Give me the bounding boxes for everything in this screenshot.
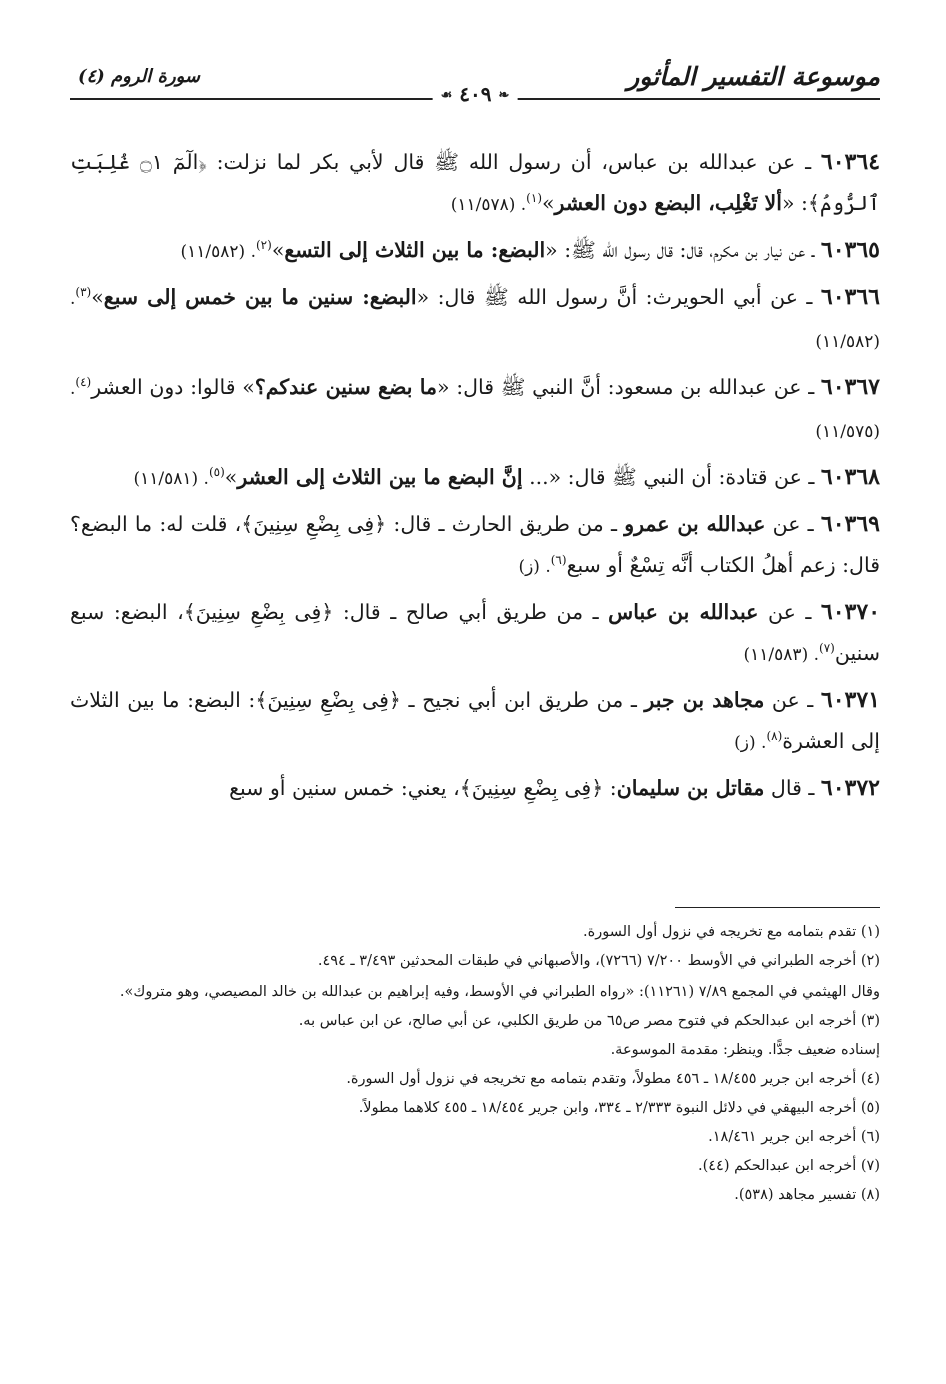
narration-60366 xyxy=(70,277,880,363)
narration-text: ـ عن xyxy=(758,600,821,624)
narration-number: ٦٠٣٦٩ xyxy=(820,511,880,537)
footnote-1: (١) تقدم بتمامه مع تخريجه في نزول أول السورة. xyxy=(583,924,880,940)
narration-text: ، البضع: سبع سنين xyxy=(70,600,880,665)
quran-quote: ﴿فِى بِضْعِ سِنِينَ﴾ xyxy=(183,600,334,624)
narration-60370 xyxy=(70,592,880,676)
footnote-marker: (٤) xyxy=(75,375,92,390)
volume-reference: . (١١/٥٨٣) xyxy=(743,645,820,665)
footnote-marker: (٣) xyxy=(75,285,92,300)
hadith-text: البضع: سنين ما بين خمس إلى سبع xyxy=(103,285,417,309)
narrator-name: عبدالله بن عباس xyxy=(608,600,759,624)
page-number-box xyxy=(433,82,518,106)
quran-quote: ﴿الٓمٓ ۝١ غُلِبَتِ ٱلرُّومُ﴾ xyxy=(70,150,880,215)
narrator-name: مقاتل بن سليمان xyxy=(616,776,765,800)
narration-number: ٦٠٣٧٠ xyxy=(820,599,881,625)
narrations-list xyxy=(70,142,880,813)
quran-quote: ﴿فِى بِضْعِ سِنِينَ﴾ xyxy=(459,776,604,800)
narrator-name: عبدالله بن عمرو xyxy=(624,512,766,536)
narration-text: ـ عن أبي الحويرث: أنَّ رسول الله ﷺ قال: « xyxy=(416,285,821,309)
volume-reference: . (ز) xyxy=(734,733,767,753)
narration-number: ٦٠٣٦٧ xyxy=(820,374,880,400)
narration-text: ـ عن نيار بن مكرم، قال: قال رسول الله ﷺ: « xyxy=(545,238,821,262)
narration-text: » xyxy=(91,285,104,309)
hadith-text: ألا تَغْلِب، البضع دون العشر xyxy=(554,191,782,215)
footnotes xyxy=(70,918,880,1210)
footnote-7: (٧) أخرجه ابن عبدالحكم (٤٤). xyxy=(697,1158,880,1174)
hadith-text: إنَّ البضع ما بين الثلاث إلى العشر xyxy=(237,465,523,489)
narration-60367 xyxy=(70,367,880,453)
volume-reference: . (١١/٥٨٢) xyxy=(180,242,256,262)
footnote-3-continued: إسناده ضعيف جدًّا. وينظر: مقدمة الموسوعة. xyxy=(610,1042,880,1058)
narration-number: ٦٠٣٦٤ xyxy=(820,149,881,175)
footnote-2-continued: وقال الهيثمي في المجمع ٧/٨٩ (١١٢٦١): «رواه الطبراني في الأوسط، وفيه إبراهيم بن عبدالله بن خالد المصيصي، وهو متروك». xyxy=(119,984,880,1000)
surah-label: سورة الروم (٤) xyxy=(78,66,201,87)
narration-text: ـ من طريق أبي صالح ـ قال: xyxy=(333,600,609,624)
narration-text: : البضع: ما بين الثلاث إلى العشرة xyxy=(70,688,880,753)
quran-quote: ﴿فِى بِضْعِ سِنِينَ﴾ xyxy=(255,688,401,712)
ornament-left-icon: ❧ xyxy=(498,88,510,103)
page-number: ٤٠٩ xyxy=(459,82,492,106)
volume-reference: . (١١/٥٨٢) xyxy=(70,289,880,352)
narration-number: ٦٠٣٧١ xyxy=(820,687,880,713)
ornament-right-icon: ☙ xyxy=(440,88,453,103)
hadith-text: ما بضع سنين عندكم؟ xyxy=(254,375,437,399)
narration-text: ـ عن xyxy=(764,688,821,712)
footnote-marker: (٢) xyxy=(255,238,272,253)
footnote-6: (٦) أخرجه ابن جرير ١٨/٤٦١. xyxy=(708,1129,880,1145)
footnote-4: (٤) أخرجه ابن جرير ١٨/٤٥٥ ـ ٤٥٦ مطولاً، وتقدم بتمامه مع تخريجه في نزول أول السورة. xyxy=(346,1071,880,1087)
narration-text: : xyxy=(603,776,617,800)
footnote-8: (٨) تفسير مجاهد (٥٣٨). xyxy=(734,1187,880,1203)
book-page xyxy=(70,60,880,1350)
narration-60372 xyxy=(70,768,880,809)
volume-reference: . (١١/٥٧٨) xyxy=(450,195,527,215)
narration-text: » xyxy=(271,238,285,262)
volume-reference: . (ز) xyxy=(518,557,551,577)
narration-number: ٦٠٣٦٦ xyxy=(820,284,880,310)
footnote-separator xyxy=(675,907,880,908)
narration-60369 xyxy=(70,504,880,588)
footnote-marker: (٦) xyxy=(550,553,567,568)
narration-60365 xyxy=(70,230,880,273)
narration-text: » xyxy=(224,465,238,489)
narration-number: ٦٠٣٦٥ xyxy=(820,237,880,263)
narration-text: ـ قال xyxy=(764,776,821,800)
narration-60368 xyxy=(70,457,880,500)
narration-text: ـ من طريق ابن أبي نجيح ـ xyxy=(400,688,645,712)
narration-60371 xyxy=(70,680,880,764)
narration-text: » xyxy=(542,191,555,215)
running-header xyxy=(70,60,880,106)
narration-text: ، يعني: خمس سنين أو سبع xyxy=(229,776,460,800)
narration-number: ٦٠٣٦٨ xyxy=(820,464,880,490)
narration-text: : « xyxy=(781,191,808,215)
narration-text: ـ عن عبدالله بن عباس، أن رسول الله ﷺ قال لأبي بكر لما نزلت: xyxy=(206,150,821,174)
narration-text: ـ عن قتادة: أن النبي ﷺ قال: «... xyxy=(522,465,821,489)
quran-quote: ﴿فِى بِضْعِ سِنِينَ﴾ xyxy=(241,512,387,536)
narration-number: ٦٠٣٧٢ xyxy=(820,775,880,801)
narrator-name: مجاهد بن جبر xyxy=(644,688,765,712)
footnote-marker: (٥) xyxy=(208,465,225,480)
narration-text: ـ من طريق الحارث ـ قال: xyxy=(386,512,625,536)
narration-text: ـ عن xyxy=(765,512,821,536)
narration-text: ، قلت له: ما البضع؟ قال: زعم أهلُ الكتاب أنَّه تِسْعٌ أو سبع xyxy=(70,512,880,577)
footnote-marker: (٧) xyxy=(819,641,835,656)
footnote-3: (٣) أخرجه ابن عبدالحكم في فتوح مصر ص٦٥ من طريق الكلبي، عن أبي صالح، عن ابن عباس به. xyxy=(298,1013,880,1029)
book-title: موسوعة التفسير المأثور xyxy=(627,62,880,91)
hadith-text: البضع: ما بين الثلاث إلى التسع xyxy=(284,238,546,262)
footnote-2: (٢) أخرجه الطبراني في الأوسط ٧/٢٠٠ (٧٢٦٦)، والأصبهاني في طبقات المحدثين ٣/٤٩٣ ـ ٤٩٤. xyxy=(317,953,880,969)
volume-reference: . (١١/٥٨١) xyxy=(133,469,209,489)
narration-60364 xyxy=(70,142,880,226)
footnote-marker: (٨) xyxy=(766,729,783,744)
narration-text: » قالوا: دون العشر xyxy=(91,375,255,399)
footnote-marker: (١) xyxy=(526,191,542,206)
narration-text: ـ عن عبدالله بن مسعود: أنَّ النبي ﷺ قال: « xyxy=(436,375,821,399)
footnote-5: (٥) أخرجه البيهقي في دلائل النبوة ٢/٣٣٣ ـ ٣٣٤، وابن جرير ١٨/٤٥٤ ـ ٤٥٥ كلاهما مطولاً. xyxy=(358,1100,880,1116)
volume-reference: . (١١/٥٧٥) xyxy=(70,379,880,442)
